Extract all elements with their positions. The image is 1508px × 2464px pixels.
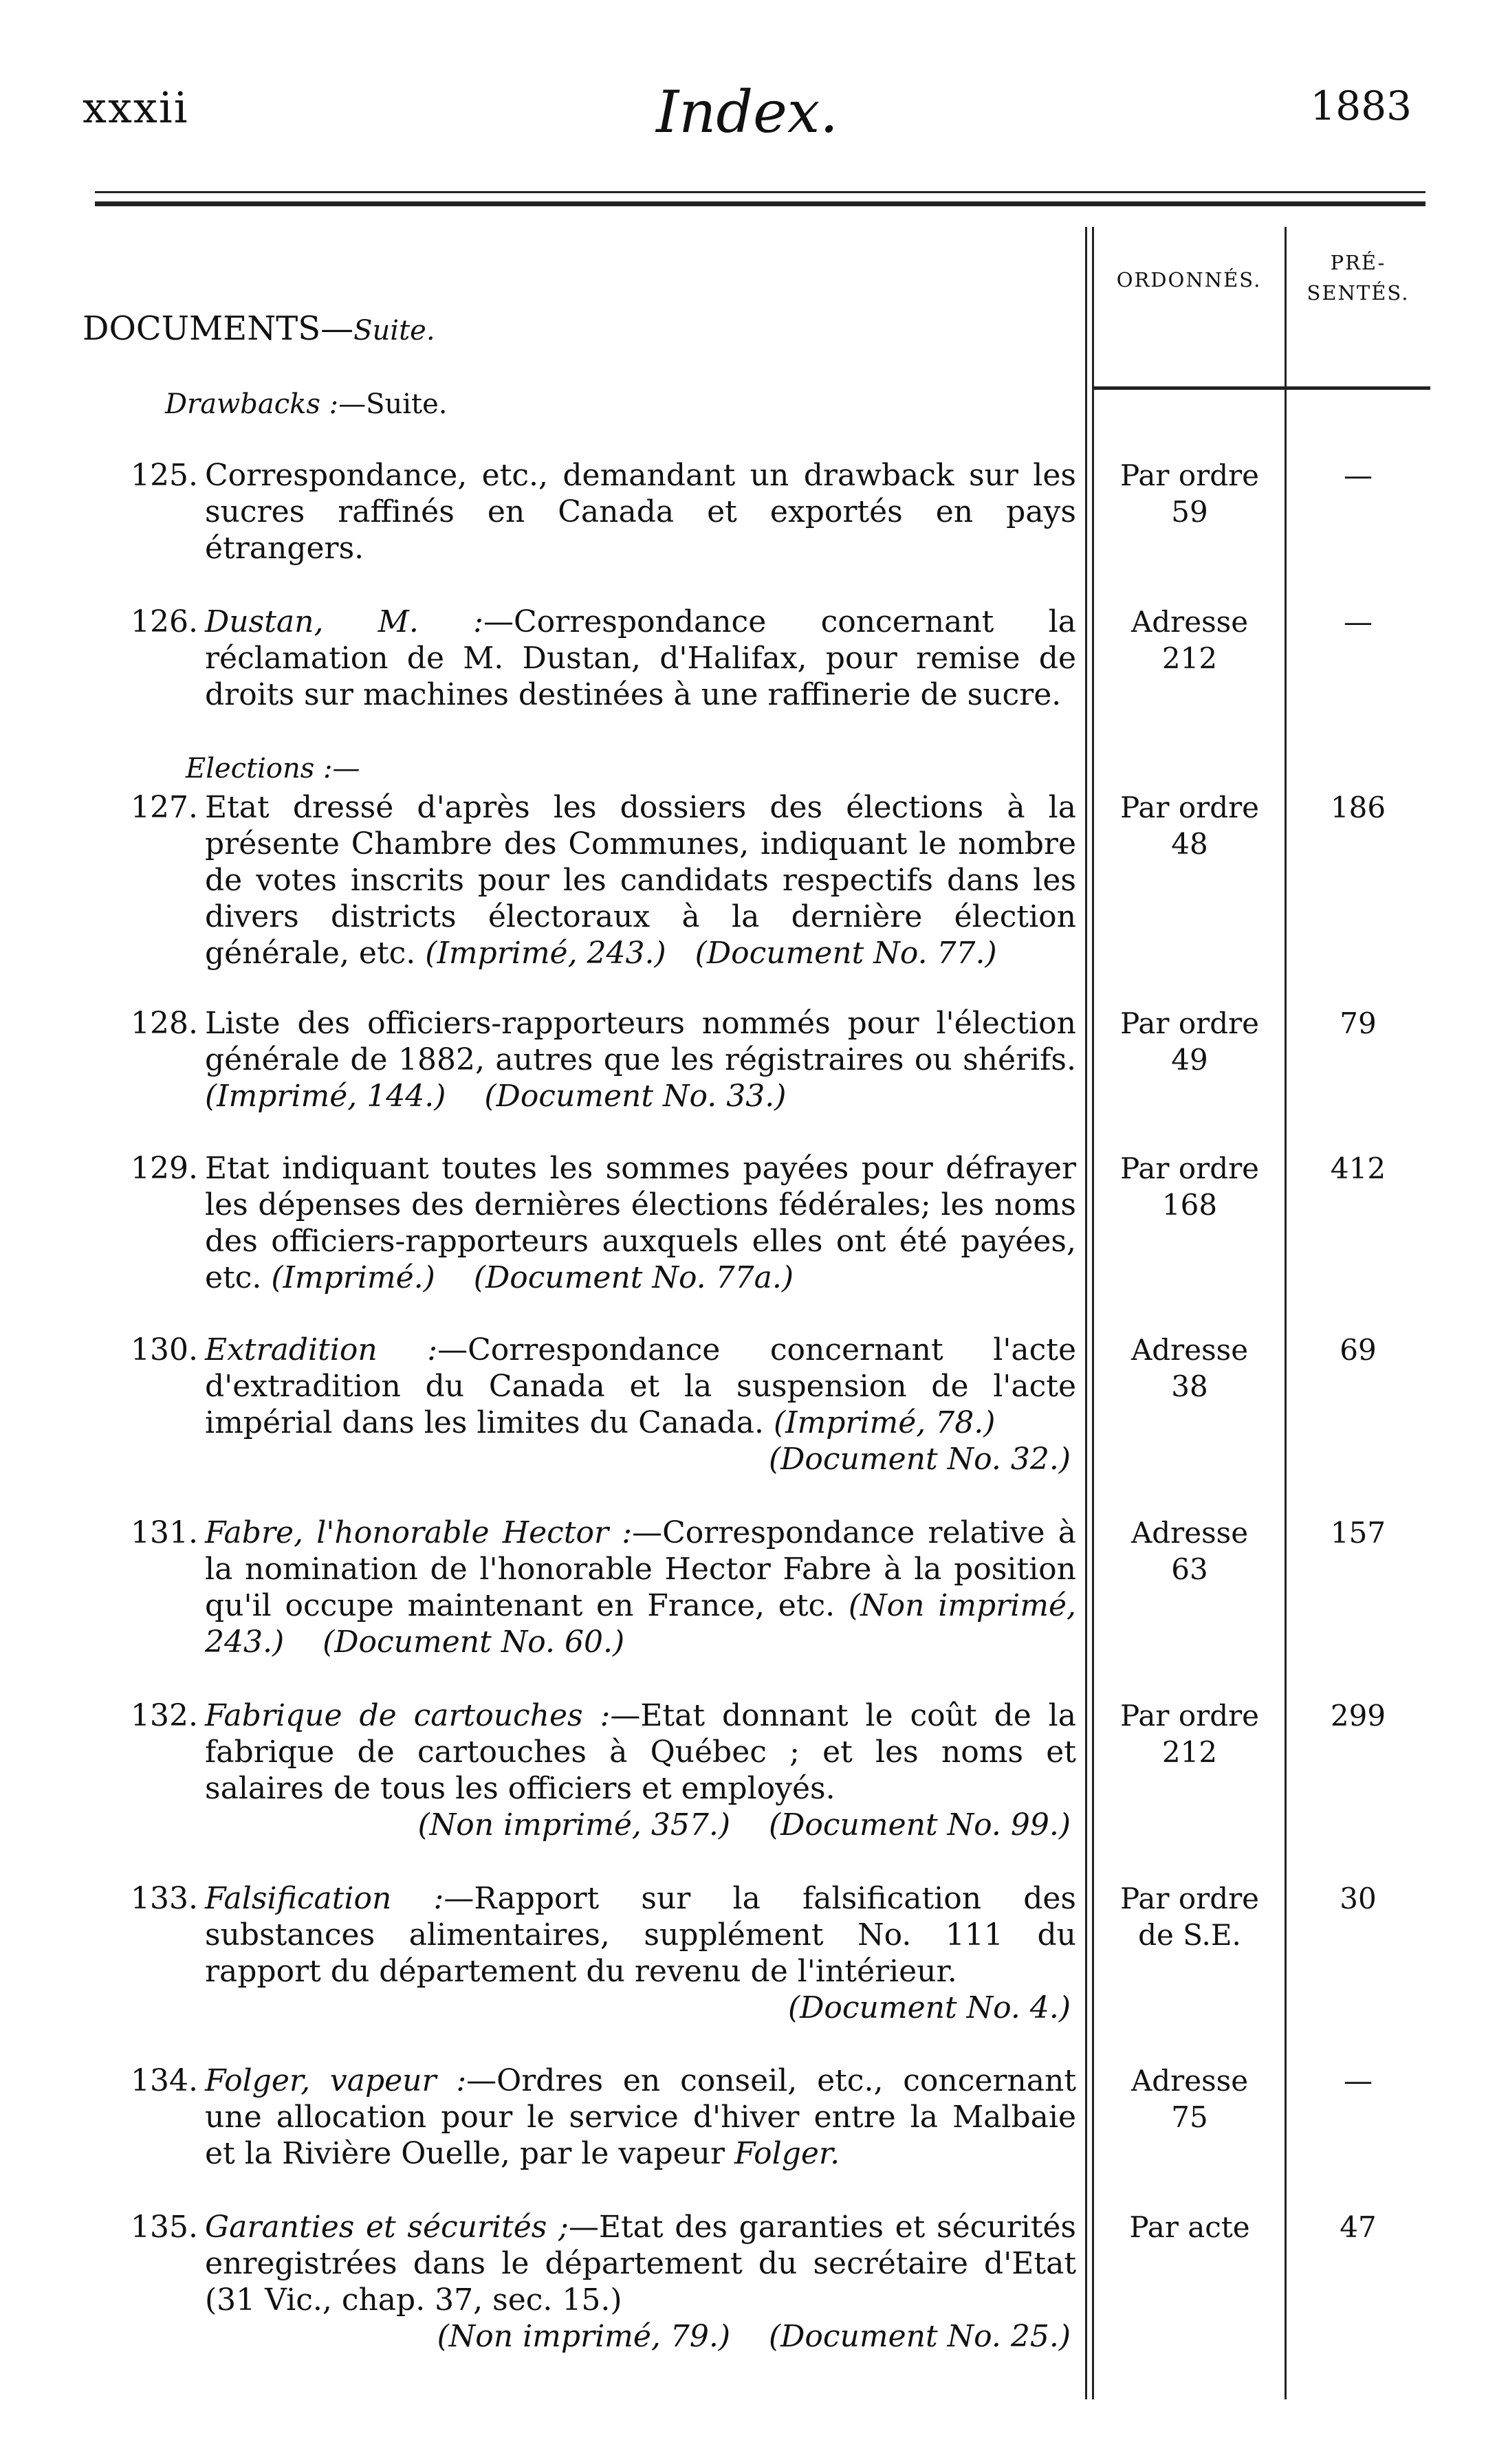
entry-126 xyxy=(131,604,1076,713)
entry-ref-document: (Document No. 32.) xyxy=(768,1442,1071,1477)
entry-number: 129. xyxy=(131,1151,198,1186)
entry-125-ordonnes xyxy=(1090,457,1289,530)
ordonnes-type: Par acte xyxy=(1129,2210,1250,2244)
entry-128-ordonnes xyxy=(1090,1005,1289,1078)
ordonnes-type: Par ordre xyxy=(1119,1006,1260,1040)
entry-134-presentes: — xyxy=(1344,2064,1373,2098)
ordonnes-type: Par ordre xyxy=(1119,1882,1260,1915)
entry-128-presentes: 79 xyxy=(1340,1006,1377,1040)
ordonnes-page: 48 xyxy=(1171,827,1208,861)
entry-number: 133. xyxy=(131,1881,198,1916)
ordonnes-page: 75 xyxy=(1171,2100,1208,2134)
entry-text: —Ordres en conseil, etc., concernant une allocation pour le service d'hiver entre la Malbaie et la Rivière Ouelle, par le vapeur xyxy=(205,2063,1076,2171)
entry-126-ordonnes xyxy=(1090,604,1289,676)
entry-135 xyxy=(131,2209,1076,2355)
entry-ref-document: (Document No. 4.) xyxy=(787,1990,1071,2025)
entry-ref-printed: (Non imprimé, 243.) xyxy=(205,1588,1077,1660)
entry-127 xyxy=(131,789,1076,971)
entry-number: 126. xyxy=(131,604,198,639)
entry-lead: Dustan, M. : xyxy=(205,604,483,639)
entry-ref-printed: (Imprimé, 144.) xyxy=(205,1079,446,1114)
entry-text-content: Etat dressé d'après les dossiers des élections à la présente Chambre des Communes, indiquant le nombre de votes inscrits pour les candidats respectifs dans les divers districts électoraux à la dernière élection générale, etc. xyxy=(205,790,1076,971)
page-header xyxy=(83,78,1412,151)
entry-126-presentes: — xyxy=(1344,605,1373,639)
header-year: 1883 xyxy=(1310,82,1412,129)
entry-ref-printed: (Non imprimé, 79.) xyxy=(437,2319,731,2354)
entry-132-presentes: 299 xyxy=(1330,1699,1386,1732)
header-rule-thick xyxy=(95,201,1425,206)
entry-ref-document: (Document No. 99.) xyxy=(768,1807,1071,1842)
entry-lead: Fabre, l'honorable Hector : xyxy=(205,1515,633,1550)
entry-131-presentes: 157 xyxy=(1330,1516,1386,1550)
section-title xyxy=(83,309,435,348)
entry-text: —Rapport sur la falsification des substances alimentaires, supplément No. 111 du rapport du département du revenu de l'intérieur. xyxy=(205,1881,1076,1989)
entry-number: 135. xyxy=(131,2210,198,2245)
entry-130-presentes: 69 xyxy=(1340,1333,1377,1367)
ordonnes-page: 212 xyxy=(1161,1735,1218,1769)
entry-text: —Correspondance concernant la réclamation de M. Dustan, d'Halifax, pour remise de droits sur machines destinées à une raffinerie de sucre. xyxy=(205,604,1076,712)
column-divider-text xyxy=(1085,227,1087,2399)
entry-tail: Folger. xyxy=(734,2136,840,2171)
entry-number: 128. xyxy=(131,1006,198,1041)
entry-ref-document: (Document No. 60.) xyxy=(323,1625,625,1660)
entry-127-ordonnes xyxy=(1090,789,1289,862)
entry-135-presentes: 47 xyxy=(1340,2210,1377,2244)
ordonnes-type: Adresse xyxy=(1130,605,1249,639)
ordonnes-page: 59 xyxy=(1171,495,1208,529)
entry-number: 132. xyxy=(131,1698,198,1733)
column-header-presentes-line1: PRÉ- xyxy=(1330,251,1386,274)
entry-ref-document: (Document No. 33.) xyxy=(484,1079,787,1114)
entry-134-ordonnes xyxy=(1090,2062,1289,2135)
entry-ref-document: (Document No. 25.) xyxy=(768,2319,1071,2354)
subhead-drawbacks-suite: —Suite. xyxy=(338,388,448,420)
column-header-presentes-line2: SENTÉS. xyxy=(1307,281,1410,305)
column-header-rule-presentes xyxy=(1286,386,1430,390)
entry-number: 131. xyxy=(131,1515,198,1550)
header-rule-thin xyxy=(95,191,1425,193)
entry-ref-document: (Document No. 77a.) xyxy=(473,1260,794,1295)
ordonnes-page: 63 xyxy=(1171,1552,1208,1586)
entry-lead: Garanties et sécurités ; xyxy=(205,2210,569,2245)
entry-lead: Falsification : xyxy=(205,1881,444,1916)
entry-129 xyxy=(131,1150,1076,1296)
subhead-drawbacks xyxy=(165,388,448,420)
entry-ref-printed: (Non imprimé, 357.) xyxy=(417,1807,731,1842)
entry-ref-document: (Document No. 77.) xyxy=(695,936,997,971)
entry-125-presentes: — xyxy=(1344,459,1373,492)
ordonnes-type: Par ordre xyxy=(1119,459,1260,492)
entry-130-ordonnes xyxy=(1090,1332,1289,1405)
entry-number: 130. xyxy=(131,1332,198,1367)
subhead-drawbacks-label: Drawbacks : xyxy=(165,388,339,420)
subhead-elections: Elections :— xyxy=(186,753,360,784)
entry-129-ordonnes xyxy=(1090,1150,1289,1223)
entry-text: Liste des officiers-rapporteurs nommés pour l'élection générale de 1882, autres que les régistraires ou shérifs. xyxy=(205,1006,1076,1077)
entry-133-ordonnes xyxy=(1090,1880,1289,1953)
ordonnes-type: Adresse xyxy=(1130,1333,1249,1367)
ordonnes-type: Adresse xyxy=(1130,2064,1249,2098)
entry-text: Etat indiquant toutes les sommes payées pour défrayer les dépenses des dernières élections fédérales; les noms des officiers-rapporteurs auxquels elles ont été payées, etc. xyxy=(205,1151,1076,1295)
entry-text: —Etat des garanties et sécurités enregistrées dans le département du secrétaire d'Etat (31 Vic., chap. 37, sec. 15.) xyxy=(205,2210,1077,2318)
section-title-suite: Suite. xyxy=(353,315,435,346)
column-header-rule-ordonnes xyxy=(1093,386,1285,390)
ordonnes-page: 212 xyxy=(1161,641,1218,675)
entry-ref-printed: (Imprimé, 243.) xyxy=(425,936,666,971)
entry-135-ordonnes xyxy=(1090,2209,1289,2245)
entry-128 xyxy=(131,1005,1076,1114)
ordonnes-type: Adresse xyxy=(1130,1516,1249,1550)
page-title: Index. xyxy=(656,78,838,146)
entry-131-ordonnes xyxy=(1090,1515,1289,1587)
entry-130 xyxy=(131,1332,1076,1477)
entry-133 xyxy=(131,1880,1076,2026)
entry-text: —Etat donnant le coût de la fabrique de cartouches à Québec ; et les noms et salaires de tous les officiers et employés. xyxy=(205,1698,1076,1806)
ordonnes-page: de S.E. xyxy=(1138,1918,1241,1952)
entry-132 xyxy=(131,1697,1076,1843)
entry-132-ordonnes xyxy=(1090,1697,1289,1770)
entry-text xyxy=(205,789,1076,971)
entry-134 xyxy=(131,2062,1076,2172)
column-header-presentes xyxy=(1286,248,1430,308)
entry-text: Correspondance, etc., demandant un drawback sur les sucres raffinés en Canada et exportés en pays étrangers. xyxy=(205,458,1076,566)
ordonnes-type: Par ordre xyxy=(1119,1152,1260,1185)
ordonnes-type: Par ordre xyxy=(1119,1699,1260,1732)
entry-127-presentes: 186 xyxy=(1330,791,1386,824)
entry-ref-printed: (Imprimé.) xyxy=(271,1260,435,1295)
entry-131 xyxy=(131,1515,1076,1660)
ordonnes-type: Par ordre xyxy=(1119,791,1260,824)
column-header-ordonnes-label: ORDONNÉS. xyxy=(1116,268,1262,292)
entry-text: —Correspondance relative à la nomination de l'honorable Hector Fabre à la position qu'il occupe maintenant en France, etc. xyxy=(205,1515,1076,1623)
entry-ref-printed: (Imprimé, 78.) xyxy=(773,1405,996,1440)
entry-lead: Fabrique de cartouches : xyxy=(205,1698,611,1733)
entry-number: 134. xyxy=(131,2063,198,2098)
entry-number: 127. xyxy=(131,790,198,825)
page-number: xxxii xyxy=(83,82,189,133)
ordonnes-page: 49 xyxy=(1171,1043,1208,1077)
entry-125 xyxy=(131,457,1076,566)
entry-129-presentes: 412 xyxy=(1330,1152,1386,1185)
section-title-main: DOCUMENTS— xyxy=(83,309,354,348)
entry-lead: Folger, vapeur : xyxy=(205,2063,467,2098)
entry-133-presentes: 30 xyxy=(1340,1882,1377,1915)
entry-text: —Correspondance concernant l'acte d'extradition du Canada et la suspension de l'acte impérial dans les limites du Canada. xyxy=(205,1332,1077,1440)
entry-number: 125. xyxy=(131,458,198,493)
column-header-ordonnes xyxy=(1093,268,1285,292)
ordonnes-page: 168 xyxy=(1161,1188,1218,1222)
ordonnes-page: 38 xyxy=(1171,1370,1208,1403)
entry-lead: Extradition : xyxy=(205,1332,438,1367)
